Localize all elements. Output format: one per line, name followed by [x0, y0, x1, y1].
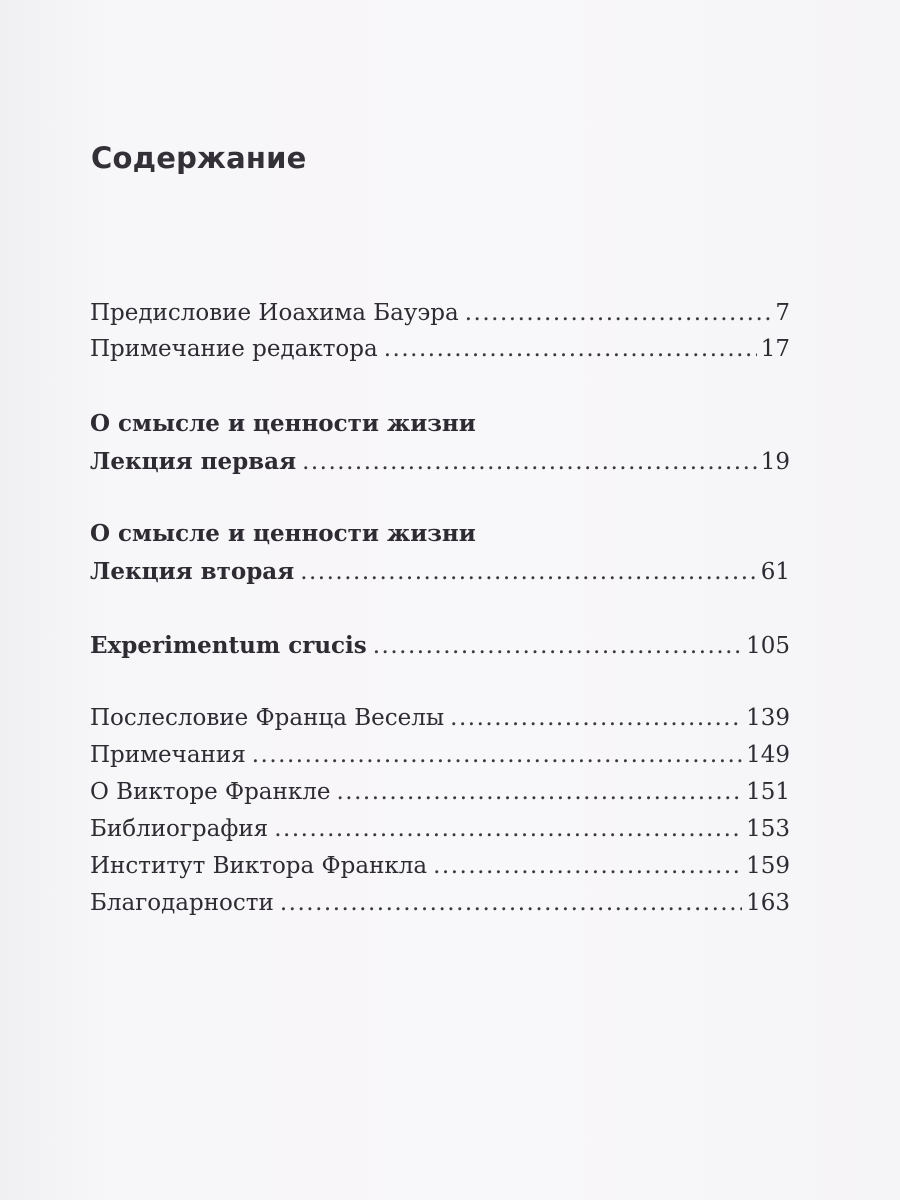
toc-entry-label: Лекция первая — [90, 448, 297, 475]
toc-entry-page: 17 — [760, 336, 790, 362]
dot-leader — [433, 853, 742, 879]
toc-entry-lecture-one — [90, 448, 790, 484]
dot-leader — [302, 449, 757, 475]
toc-entry-label: Experimentum crucis — [90, 632, 367, 659]
toc-entry-label: О Викторе Франкле — [90, 779, 331, 805]
toc-entry-editor-note — [90, 336, 790, 372]
toc-entry-page: 7 — [775, 300, 790, 326]
toc-section-heading: О смысле и ценности жизни — [90, 520, 476, 547]
dot-leader — [384, 336, 757, 362]
toc-entry-notes — [90, 742, 790, 778]
toc-entry-page: 153 — [746, 816, 790, 842]
dot-leader — [450, 705, 742, 731]
toc-entry-label: Предисловие Иоахима Бауэра — [90, 300, 459, 326]
toc-entry-acknowledgements — [90, 890, 790, 926]
toc-entry-label: Лекция вторая — [90, 558, 295, 585]
dot-leader — [300, 559, 757, 585]
toc-entry-page: 163 — [746, 890, 790, 916]
toc-entry-page: 149 — [746, 742, 790, 768]
toc-section-heading: О смысле и ценности жизни — [90, 410, 476, 437]
dot-leader — [274, 816, 742, 842]
page-title: Содержание — [91, 141, 307, 175]
toc-entry-page: 151 — [746, 779, 790, 805]
toc-entry-label: Примечание редактора — [90, 336, 378, 362]
dot-leader — [280, 890, 742, 916]
toc-entry-foreword — [90, 300, 790, 336]
toc-entry-label: Примечания — [90, 742, 246, 768]
toc-entry-page: 19 — [760, 449, 790, 475]
dot-leader — [465, 300, 772, 326]
toc-entry-label: Библиография — [90, 816, 269, 842]
toc-entry-page: 61 — [760, 559, 790, 585]
toc-entry-page: 159 — [746, 853, 790, 879]
toc-entry-institute — [90, 853, 790, 889]
toc-entry-label: Институт Виктора Франкла — [90, 853, 428, 879]
toc-entry-lecture-two — [90, 558, 790, 594]
toc-entry-label: Благодарности — [90, 890, 274, 916]
toc-entry-afterword — [90, 705, 790, 741]
toc-entry-page: 139 — [746, 705, 790, 731]
toc-entry-about-frankl — [90, 779, 790, 815]
dot-leader — [336, 779, 742, 805]
toc-entry-label: Послесловие Франца Веселы — [90, 705, 445, 731]
toc-entry-page: 105 — [746, 633, 790, 659]
dot-leader — [252, 742, 742, 768]
toc-entry-bibliography — [90, 816, 790, 852]
dot-leader — [373, 633, 742, 659]
toc-entry-experimentum — [90, 632, 790, 668]
